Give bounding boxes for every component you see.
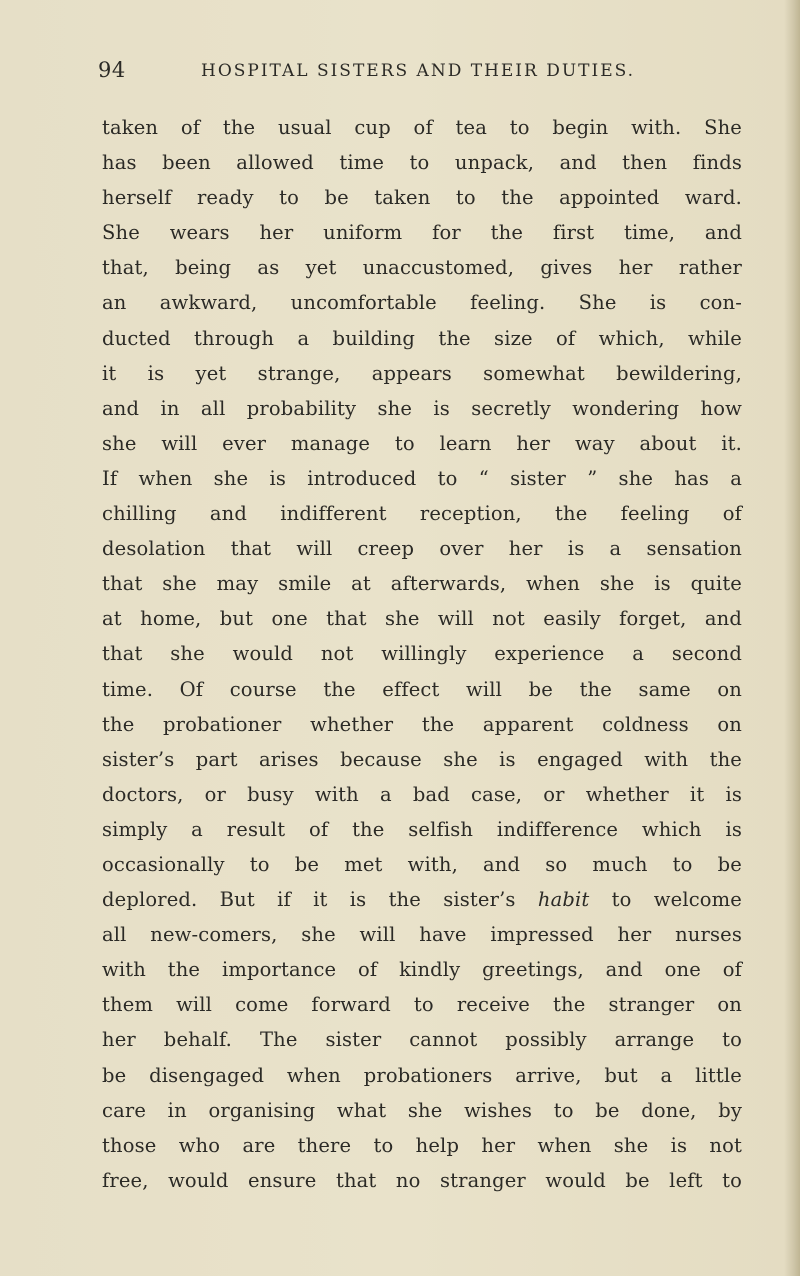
body-text [102,110,742,1198]
text-line: She wears her uniform for the first time, and [102,221,742,245]
text-line: If when she is introduced to “ sister ” she has a [102,466,742,490]
text-line: them will come forward to receive the stranger on [102,993,742,1017]
text-line: time. Of course the effect will be the same on [102,677,742,701]
text-line: sister’s part arises because she is engaged with the [102,747,742,771]
italic-word: habit [537,888,590,912]
text-line-start: deplored. But if it is the sister’s [102,888,516,912]
text-line: chilling and indifferent reception, the feeling of [102,502,742,526]
text-line: desolation that will creep over her is a sensation [102,537,742,561]
page-edge-shadow [784,0,800,1276]
text-line: those who are there to help her when she is not [102,1133,742,1157]
text-line-with-italic [102,882,742,917]
text-line: herself ready to be taken to the appointed ward. [102,186,742,210]
text-line: care in organising what she wishes to be done, by [102,1098,742,1122]
page-header [98,58,738,88]
text-line: occasionally to be met with, and so much to be [102,852,742,876]
text-line: all new-comers, she will have impressed her nurses [102,923,742,947]
text-line: her behalf. The sister cannot possibly arrange to [102,1028,742,1052]
text-line-end: to welcome [611,888,742,912]
text-line: at home, but one that she will not easily forget, and [102,607,742,631]
text-line: doctors, or busy with a bad case, or whether it is [102,782,742,806]
text-line: that, being as yet unaccustomed, gives her rather [102,256,742,280]
text-line: she will ever manage to learn her way about it. [102,431,742,455]
running-head: HOSPITAL SISTERS AND THEIR DUTIES. [201,61,636,81]
text-line: taken of the usual cup of tea to begin with. She [102,116,742,139]
text-line: with the importance of kindly greetings, and one of [102,958,742,982]
text-line: has been allowed time to unpack, and then finds [102,151,742,175]
text-line: the probationer whether the apparent coldness on [102,712,742,736]
text-line: and in all probability she is secretly wondering how [102,396,742,420]
text-line: simply a result of the selfish indifference which is [102,817,742,841]
text-line: an awkward, uncomfortable feeling. She is con- [102,291,742,315]
text-line: that she would not willingly experience a second [102,642,742,666]
text-line: free, would ensure that no stranger would be left to [102,1168,742,1192]
text-line: ducted through a building the size of which, while [102,326,742,350]
text-line: be disengaged when probationers arrive, but a little [102,1063,742,1087]
text-line: it is yet strange, appears somewhat bewildering, [102,361,742,385]
text-line: that she may smile at afterwards, when she is quite [102,572,742,596]
page-number: 94 [98,58,126,82]
